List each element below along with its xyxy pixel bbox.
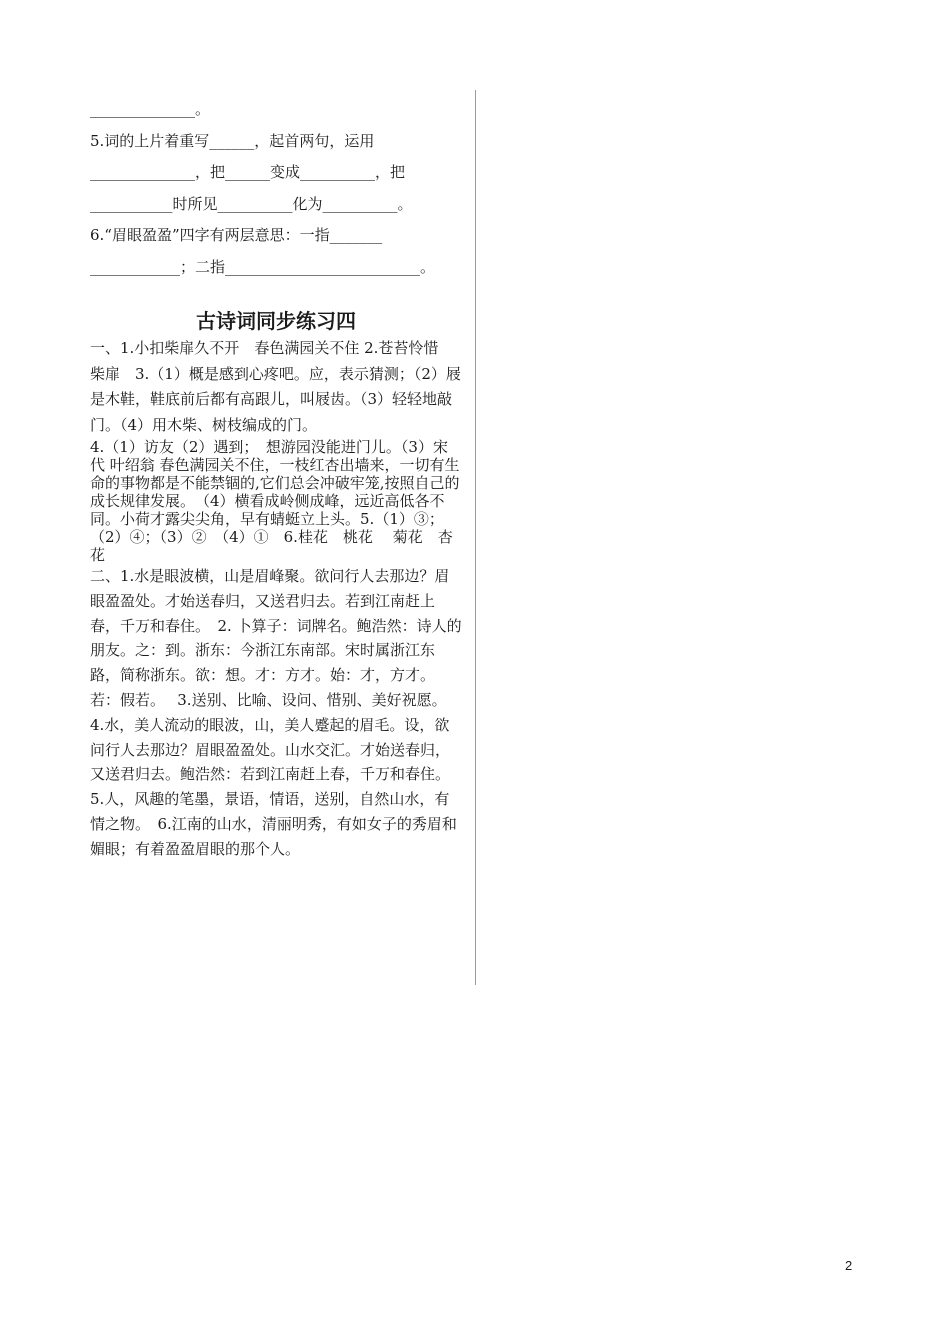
question-5-line-2: ______________，把______变成__________，把: [90, 163, 406, 181]
answers-part-1: 一、1.小扣柴扉久不开 春色满园关不住 2.苍苔怜惜 柴扉 3.（1）概是感到心疼吧。应，表示猜测；（2）屐是木鞋，鞋底前后都有高跟儿，叫屐齿。（3）轻轻地敲门。（4）用木柴、树枝编成的门。: [90, 339, 461, 434]
question-6-line-1: 6.“眉眼盈盈”四字有两层意思：一指_______: [90, 226, 383, 244]
question-5-line-3: ___________时所见__________化为__________。: [90, 194, 413, 213]
column-divider: [475, 90, 476, 985]
question-5-line-1: 5.词的上片着重写______，起首两句，运用: [90, 131, 375, 150]
section-title: 古诗词同步练习四: [196, 309, 356, 333]
left-column: [90, 94, 462, 862]
answers-part-2: 4.（1）访友（2）遇到； 想游园没能进门儿。（3）宋代 叶绍翁 春色满园关不住，一枝红杏出墙来，一切有生命的事物都是不能禁锢的,它们总会冲破牢笼,按照自己的成长规律发展。 （4）横看成岭侧成峰，远近高低各不同。小荷才露尖尖角，早有蜻蜓立上头。5.（1）③；（2）④；（3）② （4）① 6.桂花 桃花 菊花 杏花: [90, 438, 460, 564]
answers-part-3: 二、1.水是眼波横，山是眉峰聚。欲问行人去那边？眉眼盈盈处。才始送春归，又送君归去。若到江南赶上春，千万和春住。 2. 卜算子：词牌名。鲍浩然：诗人的朋友。之：到。浙东：今浙江东南部。宋时属浙江东路，简称浙东。欲：想。才：方才。始：才，方才。若：假若。 3.送别、比喻、设问、惜别、美好祝愿。 4.水，美人流动的眼波，山，美人蹙起的眉毛。设，欲问行人去那边？眉眼盈盈处。山水交汇。才始送春归，又送君归去。鲍浩然：若到江南赶上春，千万和春住。 5.人，风趣的笔墨，景语，情语，送别，自然山水，有情之物。 6.江南的山水，清丽明秀，有如女子的秀眉和媚眼；有着盈盈眉眼的那个人。: [90, 567, 462, 858]
page-number: 2: [845, 1258, 853, 1273]
question-6-line-2: ____________；二指__________________________。: [90, 257, 436, 276]
question-4-tail: ______________。: [90, 100, 211, 118]
